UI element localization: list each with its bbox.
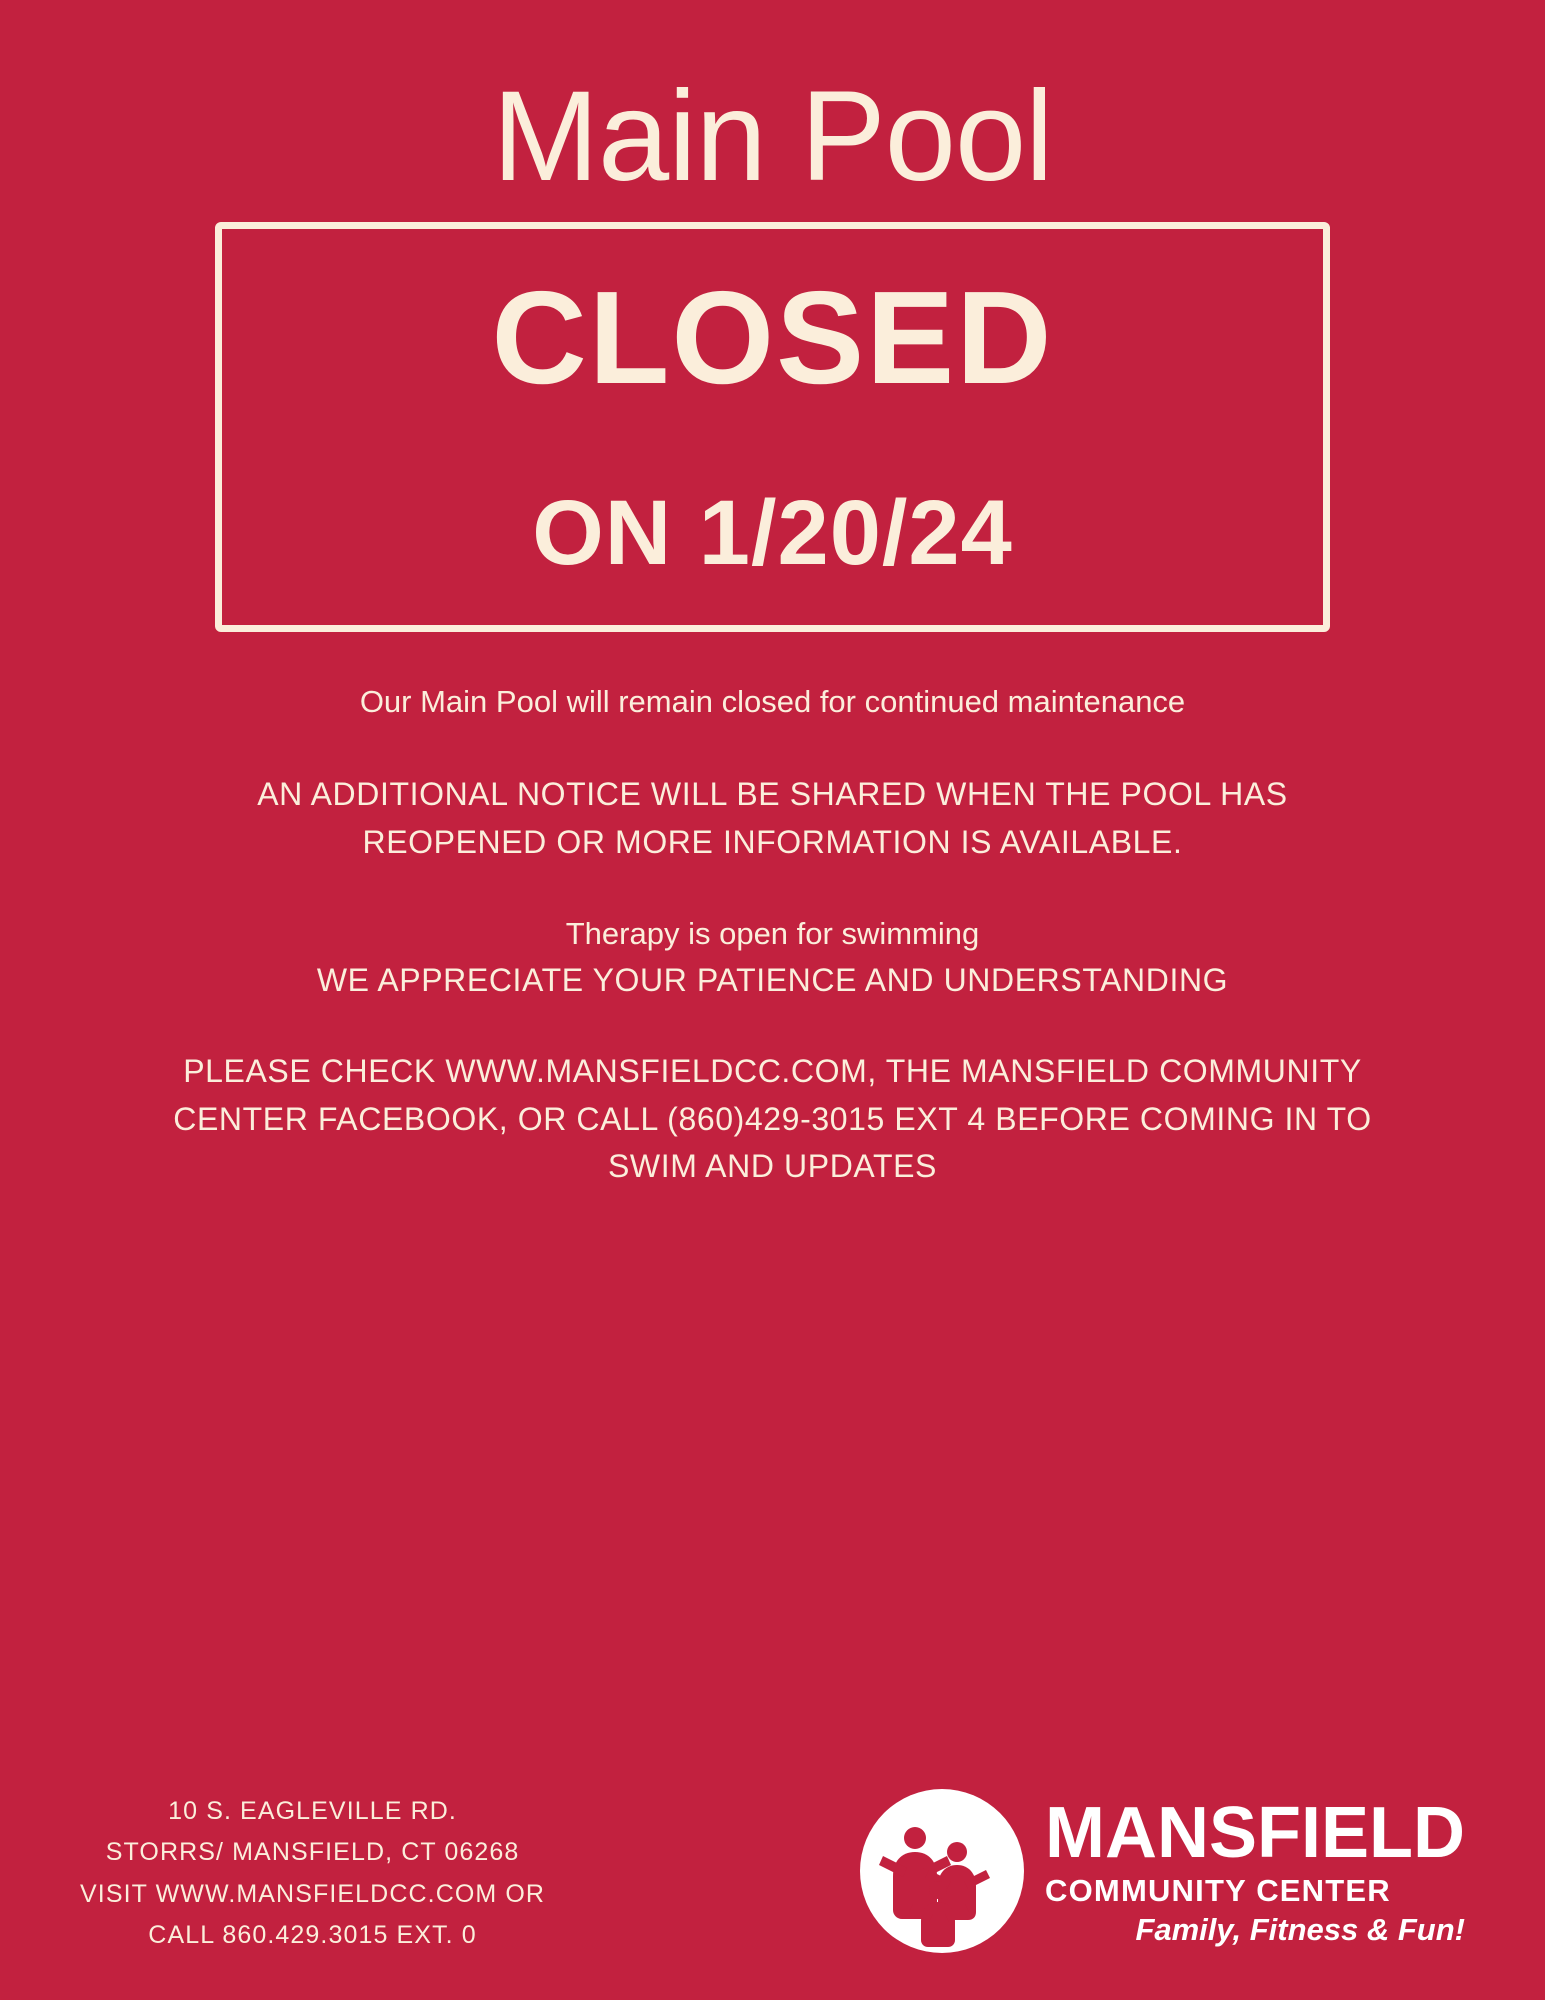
- logo-subtitle: COMMUNITY CENTER: [1045, 1873, 1391, 1908]
- logo-name: MANSFIELD: [1045, 1793, 1465, 1873]
- organization-logo: [857, 1786, 1465, 1956]
- therapy-pool-note: Therapy is open for swimming: [565, 916, 980, 952]
- closure-notice-box: [215, 222, 1330, 632]
- check-updates-note: PLEASE CHECK WWW.MANSFIELDCC.COM, THE MANSFIELD COMMUNITY CENTER FACEBOOK, OR CALL (860)429-3015 EXT 4 BEFORE COMING IN TO SWIM AND UPDATES: [173, 1053, 1372, 1185]
- closure-date: ON 1/20/24: [532, 482, 1013, 585]
- address-line-4: CALL 860.429.3015 EXT. 0: [148, 1920, 477, 1949]
- contact-address: [80, 1791, 545, 1956]
- footer: [0, 1786, 1545, 1956]
- spacer: [170, 725, 1375, 771]
- people-circle-icon: [857, 1786, 1027, 1956]
- spacer: [170, 1004, 1375, 1048]
- address-line-1: 10 S. EAGLEVILLE RD.: [168, 1797, 457, 1825]
- body-copy: [170, 680, 1375, 1190]
- additional-notice-note: AN ADDITIONAL NOTICE WILL BE SHARED WHEN THE POOL HAS REOPENED OR MORE INFORMATION IS AVAILABLE.: [257, 776, 1288, 860]
- appreciation-note: WE APPRECIATE YOUR PATIENCE AND UNDERSTANDING: [316, 961, 1229, 998]
- address-line-2: STORRS/ MANSFIELD, CT 06268: [105, 1838, 520, 1867]
- status-badge: CLOSED: [491, 264, 1054, 412]
- logo-tagline: Family, Fitness & Fun!: [1135, 1912, 1465, 1947]
- address-line-3: VISIT WWW.MANSFIELDCC.COM OR: [80, 1879, 546, 1908]
- spacer: [170, 866, 1375, 912]
- logo-wordmark: [1045, 1793, 1465, 1947]
- page-title: Main Pool: [492, 65, 1053, 208]
- maintenance-note: Our Main Pool will remain closed for continued maintenance: [359, 684, 1186, 720]
